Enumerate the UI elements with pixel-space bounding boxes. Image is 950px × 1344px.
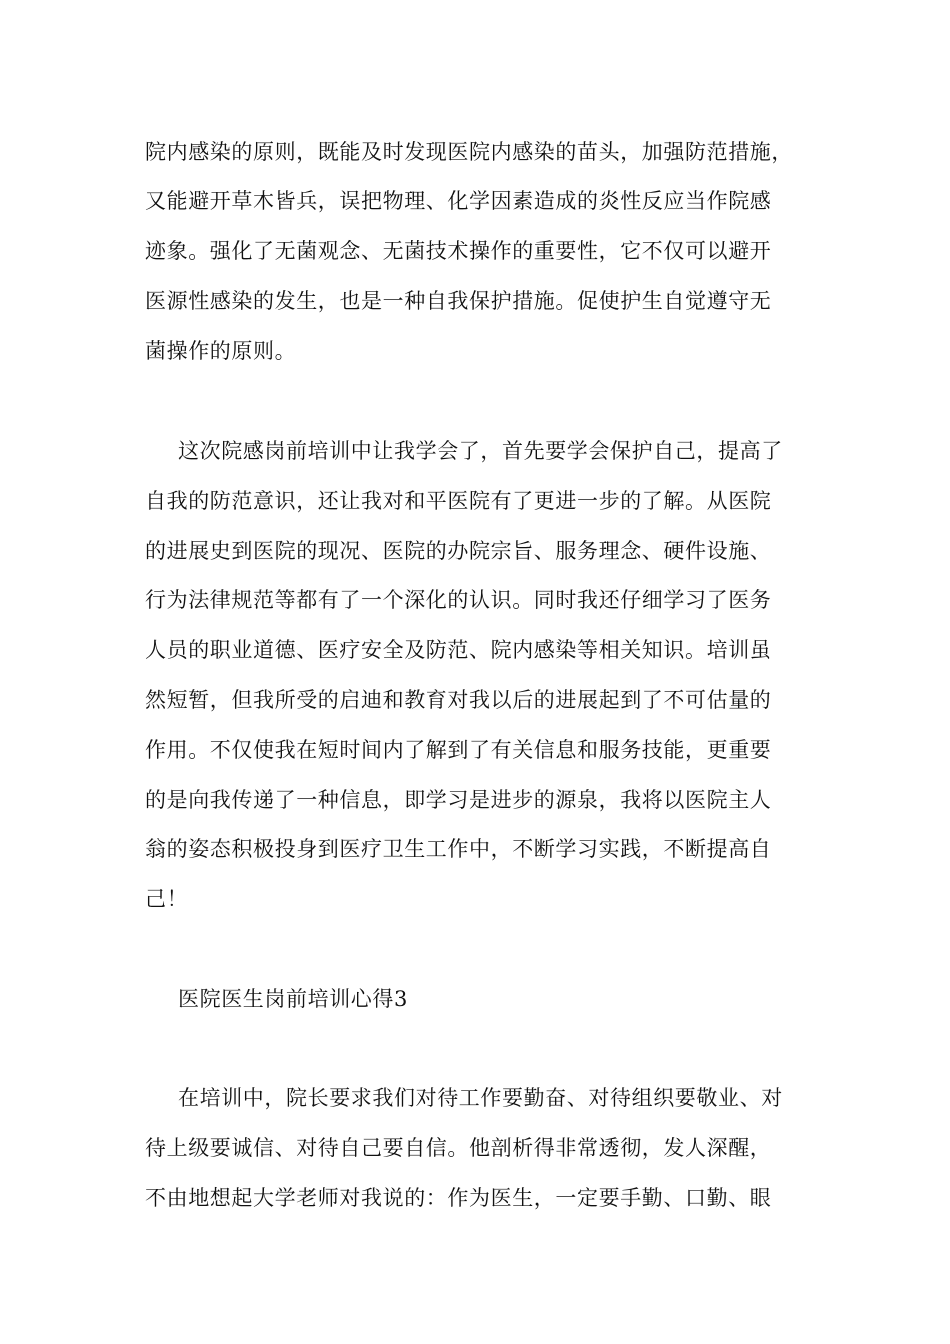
paragraph-1-line-1: 院内感染的原则，既能及时发现医院内感染的苗头，加强防范措施， [145, 140, 793, 164]
paragraph-2-line-3: 的进展史到医院的现况、医院的办院宗旨、服务理念、硬件设施、 [145, 539, 772, 563]
paragraph-2-line-1: 这次院感岗前培训中让我学会了，首先要学会保护自己，提高了 [178, 439, 783, 463]
section-heading: 医院医生岗前培训心得3 [178, 987, 408, 1011]
paragraph-2-line-9: 翁的姿态积极投身到医疗卫生工作中，不断学习实践，不断提高自 [145, 837, 772, 861]
paragraph-2-line-5: 人员的职业道德、医疗安全及防范、院内感染等相关知识。培训虽 [145, 638, 772, 662]
paragraph-2-line-2: 自我的防范意识，还让我对和平医院有了更进一步的了解。从医院 [145, 489, 772, 513]
paragraph-3-line-2: 待上级要诚信、对待自己要自信。他剖析得非常透彻，发人深醒， [145, 1136, 772, 1160]
paragraph-2-line-4: 行为法律规范等都有了一个深化的认识。同时我还仔细学习了医务 [145, 588, 772, 612]
paragraph-2-line-6: 然短暂，但我所受的启迪和教育对我以后的进展起到了不可估量的 [145, 688, 772, 712]
paragraph-2-line-8: 的是向我传递了一种信息，即学习是进步的源泉，我将以医院主人 [145, 788, 772, 812]
paragraph-1-line-5: 菌操作的原则。 [145, 339, 297, 363]
paragraph-2-line-7: 作用。不仅使我在短时间内了解到了有关信息和服务技能，更重要 [145, 738, 772, 762]
paragraph-1-line-2: 又能避开草木皆兵，误把物理、化学因素造成的炎性反应当作院感 [145, 189, 772, 213]
paragraph-3-line-1: 在培训中，院长要求我们对待工作要勤奋、对待组织要敬业、对 [178, 1086, 783, 1110]
paragraph-1-line-4: 医源性感染的发生，也是一种自我保护措施。促使护生自觉遵守无 [145, 289, 772, 313]
paragraph-3-line-3: 不由地想起大学老师对我说的：作为医生，一定要手勤、口勤、眼 [145, 1186, 772, 1210]
paragraph-2-line-10: 己！ [145, 887, 189, 911]
paragraph-1-line-3: 迹象。强化了无菌观念、无菌技术操作的重要性，它不仅可以避开 [145, 239, 772, 263]
